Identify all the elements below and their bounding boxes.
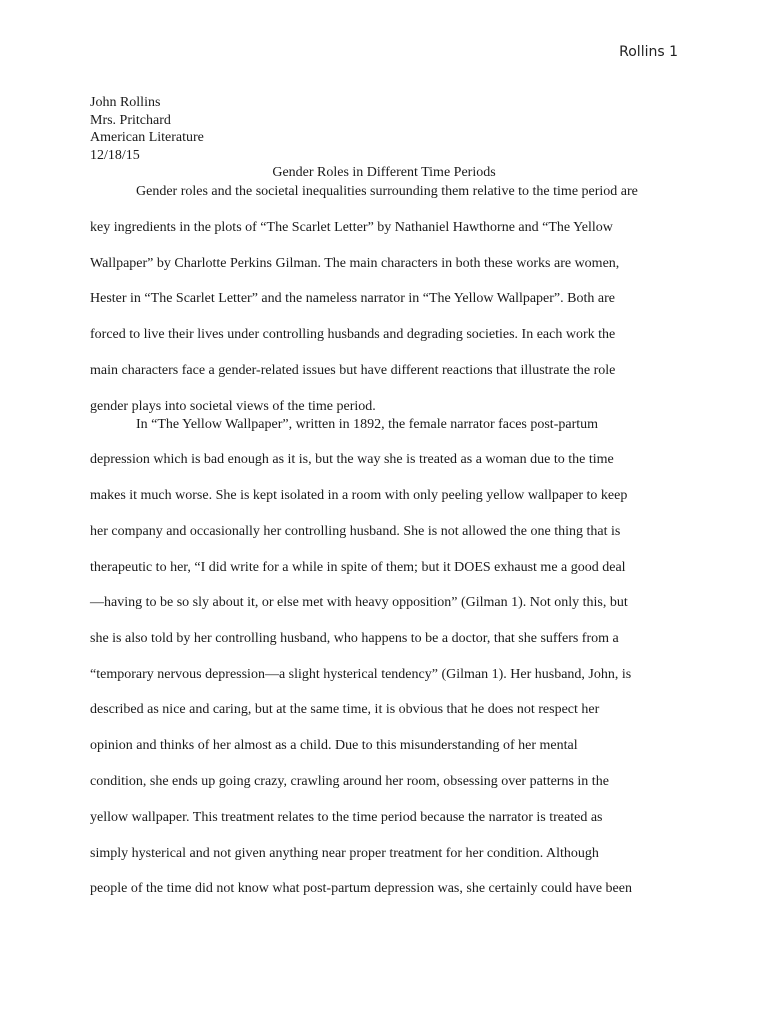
- body-line: opinion and thinks of her almost as a child. Due to this misunderstanding of her mental: [90, 738, 578, 753]
- essay-date: 12/18/15: [90, 147, 140, 163]
- body-line: described as nice and caring, but at the same time, it is obvious that he does not respect her: [90, 702, 600, 717]
- body-line: gender plays into societal views of the time period.: [90, 399, 376, 414]
- body-line: simply hysterical and not given anything near proper treatment for her condition. Although: [90, 846, 599, 861]
- running-header: Rollins 1: [619, 44, 678, 60]
- body-line: therapeutic to her, “I did write for a while in spite of them; but it DOES exhaust me a good deal: [90, 560, 626, 575]
- body-line: main characters face a gender-related issues but have different reactions that illustrate the role: [90, 363, 616, 378]
- body-line: Hester in “The Scarlet Letter” and the nameless narrator in “The Yellow Wallpaper”. Both are: [90, 291, 615, 306]
- body-line: people of the time did not know what post-partum depression was, she certainly could have been: [90, 881, 632, 896]
- body-line: key ingredients in the plots of “The Scarlet Letter” by Nathaniel Hawthorne and “The Yellow: [90, 220, 613, 235]
- body-line: —having to be so sly about it, or else met with heavy opposition” (Gilman 1). Not only this, but: [90, 595, 628, 610]
- body-line: depression which is bad enough as it is, but the way she is treated as a woman due to the time: [90, 452, 614, 467]
- author-name: John Rollins: [90, 95, 161, 110]
- mla-heading: [90, 94, 690, 164]
- body-line: Wallpaper” by Charlotte Perkins Gilman. The main characters in both these works are women,: [90, 256, 620, 271]
- essay-title: Gender Roles in Different Time Periods: [272, 165, 496, 180]
- body-line: “temporary nervous depression—a slight hysterical tendency” (Gilman 1). Her husband, John, is: [90, 667, 632, 682]
- body-line: In “The Yellow Wallpaper”, written in 1892, the female narrator faces post-partum: [136, 417, 599, 432]
- body-line: forced to live their lives under controlling husbands and degrading societies. In each work the: [90, 327, 616, 342]
- body-line: her company and occasionally her controlling husband. She is not allowed the one thing that is: [90, 524, 621, 539]
- body-line: makes it much worse. She is kept isolated in a room with only peeling yellow wallpaper to keep: [90, 488, 628, 503]
- body-line: condition, she ends up going crazy, crawling around her room, obsessing over patterns in the: [90, 774, 609, 789]
- body-line: yellow wallpaper. This treatment relates to the time period because the narrator is treated as: [90, 810, 603, 825]
- teacher-name: Mrs. Pritchard: [90, 112, 171, 128]
- body-line: Gender roles and the societal inequalities surrounding them relative to the time period are: [136, 184, 638, 199]
- course-name: American Literature: [90, 130, 204, 145]
- body-line: she is also told by her controlling husband, who happens to be a doctor, that she suffers from a: [90, 631, 619, 646]
